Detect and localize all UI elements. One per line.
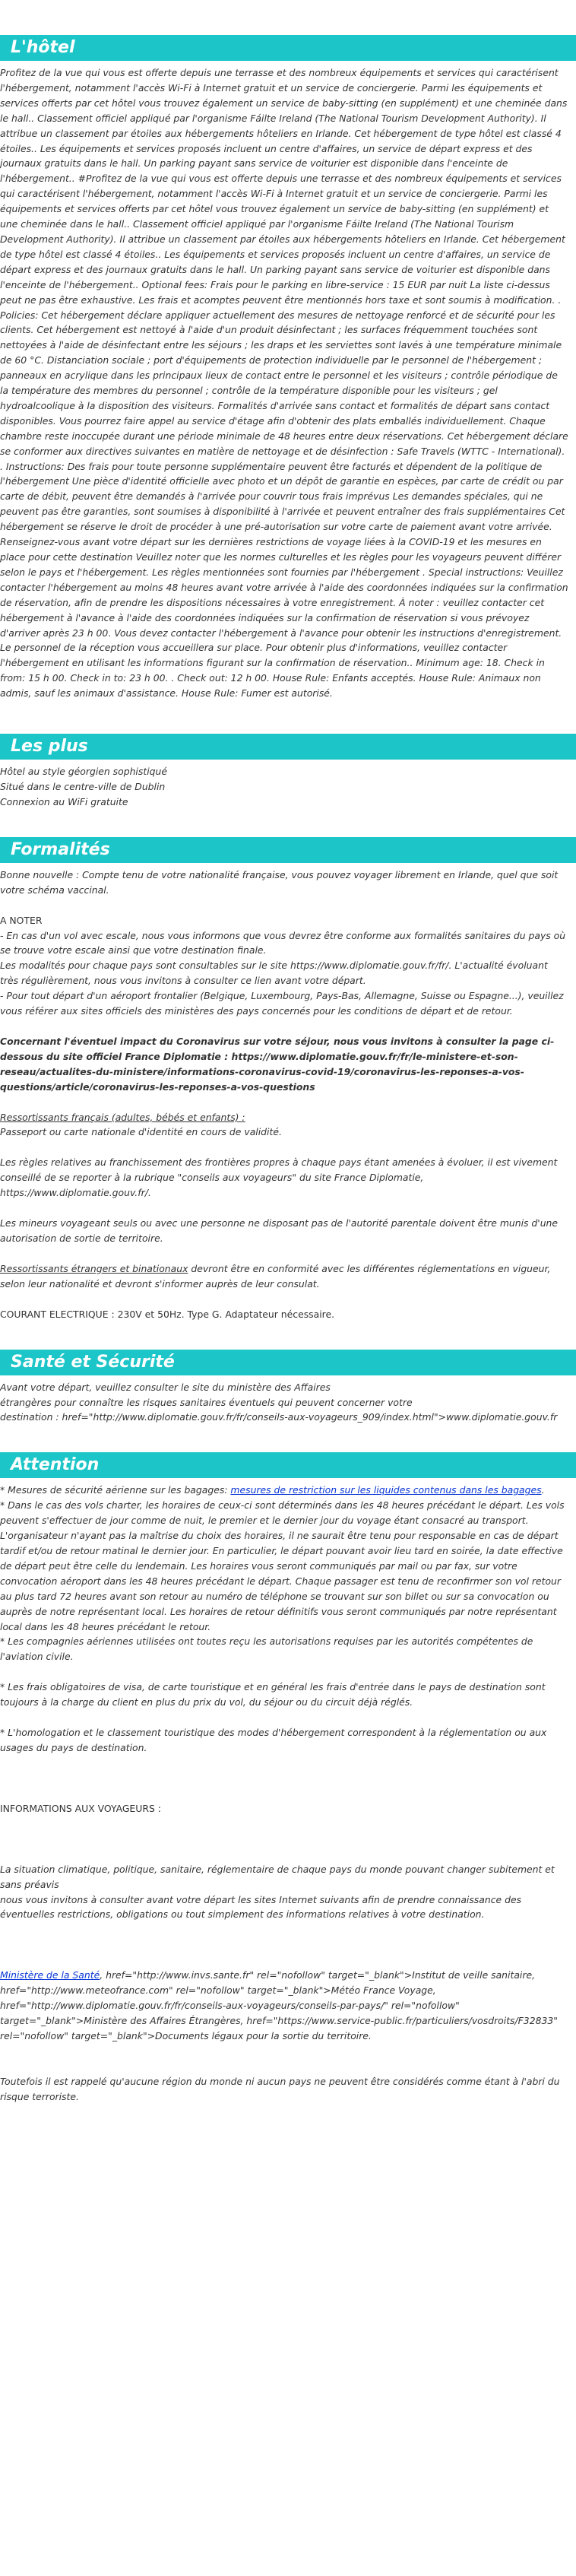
horaires-text: * Dans le cas des vols charter, les horaires de ceux-ci sont déterminés dans les 48 heures précédant le départ. Les vols peuvent s'effectuer de jour comme de nuit, le premier et le dernier jour du voyage étant consacré au transport. L'organisateur n'ayant pas la maîtrise du choix des horaires, il ne saurait être tenu pour responsable en cas de départ tardif et/ou de retour matinal le dernier jour. En particulier, le départ pouvant avoir lieu tard en soirée, la date effective de départ peut être celle du lendemain. Les horaires vous seront communiqués par mail ou par fax, sur votre convocation aéroport dans les 48 heures précédant le départ. Chaque passager est tenu de reconfirmer son vol retour au plus tard 72 heures avant son retour au numéro de téléphone se trouvant sur son billet ou sur sa convocation ou auprès de notre représentant local. Les horaires de retour définitifs vous seront communiqués par notre représentant local dans les 48 heures précédant le retour. <box>0 1499 565 1632</box>
frais-text: * Les frais obligatoires de visa, de carte touristique et en général les frais d'entrée dans le pays de destination sont toujours à la charge du client en plus du prix du vol, du séjour ou du circuit déjà réglés. <box>0 1681 546 1708</box>
list-item: Situé dans le centre-ville de Dublin <box>0 780 166 792</box>
situation-text: La situation climatique, politique, sanitaire, réglementaire de chaque pays du monde pouvant changer subitement et sans préavis <box>0 1863 555 1890</box>
page <box>0 35 576 2105</box>
binationaux-label: Ressortissants étrangers et binationaux <box>0 1262 188 1274</box>
section-title-hotel: L'hôtel <box>0 35 576 61</box>
list-item: Connexion au WiFi gratuite <box>0 795 128 807</box>
section-title-sante: Santé et Sécurité <box>0 1350 576 1375</box>
a-noter-label: A NOTER <box>0 914 43 926</box>
sante-line: Avant votre départ, veuillez consulter le site du ministère des Affaires <box>0 1381 331 1393</box>
homologation-text: * L'homologation et le classement touristique des modes d'hébergement correspondent à la réglementation ou aux usages du pays de destination. <box>0 1727 547 1753</box>
sante-line: destination : href="http://www.diplomatie.gouv.fr/fr/conseils-aux-voyageurs_909/index.html">www.diplomatie.gouv.fr <box>0 1411 558 1423</box>
formalites-intro: Bonne nouvelle : Compte tenu de votre nationalité française, vous pouvez voyager librement en Irlande, quel que soit votre schéma vaccinal. <box>0 868 559 896</box>
terrorisme-text: Toutefois il est rappelé qu'aucune région du monde ni aucun pays ne peuvent être considérés comme étant à l'abri du risque terroriste. <box>0 2075 560 2102</box>
modalites-text: Les modalités pour chaque pays sont consultables sur le site https://www.diplomatie.gouv.fr/fr/. L'actualité évoluant très régulièrement, nous vous invitons à consulter ce lien avant votre départ. <box>0 960 548 987</box>
plus-list <box>0 764 576 810</box>
infos-voyageurs-label: INFORMATIONS AUX VOYAGEURS : <box>0 1802 161 1814</box>
mineurs-text: Les mineurs voyageant seuls ou avec une personne ne disposant pas de l'autorité parentale doivent être munis d'une autorisation de sortie de territoire. <box>0 1217 559 1244</box>
binationaux-paragraph <box>0 1261 568 1292</box>
list-item: Hôtel au style géorgien sophistiqué <box>0 766 167 778</box>
regles-text: Les règles relatives au franchissement des frontières propres à chaque pays étant amenées à évoluer, il est vivement conseillé de se reporter à la rubrique "conseils aux voyageurs" du site France Diplomatie, https://www.diplomatie.gouv.fr/. <box>0 1156 558 1199</box>
liens-text: , href="http://www.invs.sante.fr" rel="nofollow" target="_blank">Institut de veille sanitaire, href="http://www.meteofrance.com" rel="nofollow" target="_blank">Météo France Voyage, href="http://www.diplomatie.gouv.fr/fr/conseils-aux-voyageurs/conseils-par-pays/" rel="nofollow" target="_blank">Ministère des Affaires Étrangères, href="https://www.service-public.fr/particuliers/vosdroits/F32833" rel="nofollow" target="_blank">Documents légaux pour la sortie du territoire. <box>0 1969 558 2041</box>
compagnies-text: * Les compagnies aériennes utilisées ont toutes reçu les autorisations requises par les autorités compétentes de l'aviation civile. <box>0 1635 533 1663</box>
passeport-text: Passeport ou carte nationale d'identité en cours de validité. <box>0 1126 282 1138</box>
hotel-description: Profitez de la vue qui vous est offerte depuis une terrasse et des nombreux équipements et services qui caractérisent l'hébergement, notamment l'accès Wi-Fi à Internet gratuit et un service de conciergerie. Parmi les équipements et services offerts par cet hôtel vous trouvez également un service de baby-sitting (en supplément) et une cheminée dans le hall.. Classement officiel appliqué par l'organisme Fáilte Ireland (The National Tourism Development Authority). Il attribue un classement par étoiles aux hébergements hôteliers en Irlande. Cet hébergement de type hôtel est classé 4 étoiles.. Les équipements et services proposés incluent un centre d'affaires, un service de départ express et des journaux gratuits dans le hall. Un parking payant sans service de voiturier est disponible dans l'enceinte de l'hébergement.. #Profitez de la vue qui vous est offerte depuis une terrasse et des nombreux équipements et services qui caractérisent l'hébergement, notamment l'accès Wi-Fi à Internet gratuit et un service de conciergerie. Parmi les équipements et services offerts par cet hôtel vous trouvez également un service de baby-sitting (en supplément) et une cheminée dans le hall.. Classement officiel appliqué par l'organisme Fáilte Ireland (The National Tourism Development Authority). Il attribue un classement par étoiles aux hébergements hôteliers en Irlande. Cet hébergement de type hôtel est classé 4 étoiles.. Les équipements et services proposés incluent un centre d'affaires, un service de départ express et des journaux gratuits dans le hall. Un parking payant sans service de voiturier est disponible dans l'enceinte de l'hébergement.. Optional fees: Frais pour le parking en libre-service : 15 EUR par nuit La liste ci-dessus peut ne pas être exhaustive. Les frais et acomptes peuvent être mentionnés hors taxe et sont soumis à modification. . Policies: Cet hébergement déclare appliquer actuellement des mesures de nettoyage renforcé et de sécurité pour les clients. Cet hébergement est nettoyé à l'aide d'un produit désinfectant ; les surfaces fréquemment touchées sont nettoyées à l'aide de désinfectant entre les séjours ; les draps et les serviettes sont lavés à une température minimale de 60 °C. Distanciation sociale ; port d'équipements de protection individuelle par le personnel de l'hébergement ; panneaux en acrylique dans les principaux lieux de contact entre le personnel et les visiteurs ; contrôle périodique de la température des membres du personnel ; contrôle de la température disponible pour les visiteurs ; gel hydroalcoolique à la disposition des visiteurs. Formalités d'arrivée sans contact et formalités de départ sans contact disponibles. Vous pourrez faire appel au service d'étage afin d'obtenir des plats emballés individuellement. Chaque chambre reste inoccupée durant une période minimale de 48 heures entre deux réservations. Cet hébergement déclare se conformer aux directives suivantes en matière de nettoyage et de désinfection : Safe Travels (WTTC - International). . Instructions: Des frais pour toute personne supplémentaire peuvent être facturés et dépendent de la politique de l'hébergement Une pièce d'identité officielle avec photo et un dépôt de garantie en espèces, par carte de crédit ou par carte de débit, peuvent être demandés à l'arrivée pour couvrir tous frais imprévus Les demandes spéciales, qui ne peuvent pas être garanties, sont soumises à disponibilité à l'arrivée et peuvent entraîner des frais supplémentaires Cet hébergement se réserve le droit de procéder à une pré-autorisation sur votre carte de paiement avant votre arrivée. Renseignez-vous avant votre départ sur les dernières restrictions de voyage liées à la COVID-19 et les mesures en place pour cette destination Veuillez noter que les normes culturelles et les règles pour les voyageurs peuvent différer selon le pays et l'hébergement. Les règles mentionnées sont fournies par l'hébergement . Special instructions: Veuillez contacter l'hébergement au moins 48 heures avant votre arrivée à l'aide des coordonnées indiquées sur la confirmation de réservation, afin de prendre les dispositions nécessaires à votre enregistrement. À noter : veuillez contacter cet hébergement à l'avance à l'aide des coordonnées indiquées sur la confirmation de réservation si vous prévoyez d'arriver après 23 h 00. Vous devez contacter l'hébergement à l'avance pour obtenir les instructions d'enregistrement. Le personnel de la réception vous accueillera sur place. Pour obtenir plus d'informations, veuillez contacter l'hébergement en utilisant les informations figurant sur la confirmation de réservation.. Minimum age: 18. Check in from: 15 h 00. Check in to: 23 h 00. . Check out: 12 h 00. House Rule: Enfants acceptés. House Rule: Animaux non admis, sauf les animaux d'assistance. House Rule: Fumer est autorisé. <box>0 67 568 700</box>
binationaux-text: devront être en conformité avec les différentes réglementations en vigueur, selon leur nationalité et devront s'informer auprès de leur consulat. <box>0 1262 551 1290</box>
coronavirus-notice: Concernant l'éventuel impact du Coronavirus sur votre séjour, nous vous invitons à consulter la page ci-dessous du site officiel France Diplomatie : https://www.diplomatie.gouv.fr/fr/le-ministere-et-son-reseau/actualites-du-ministere/informations-coronavirus-covid-19/coronavirus-les-reponses-a-vos-questions/article/coronavirus-les-reponses-a-vos-questions <box>0 1035 555 1093</box>
courant-text: COURANT ELECTRIQUE : 230V et 50Hz. Type G. Adaptateur nécessaire. <box>0 1308 335 1320</box>
section-title-formalites: Formalités <box>0 837 576 863</box>
bagages-suffix: . <box>541 1484 545 1496</box>
attention-content <box>0 1483 576 2104</box>
escale-text: - En cas d'un vol avec escale, nous vous informons que vous devrez être conforme aux formalités sanitaires du pays où se trouve votre escale ainsi que votre destination finale. <box>0 929 566 956</box>
bagages-prefix: * Mesures de sécurité aérienne sur les bagages: <box>0 1484 231 1496</box>
liens-paragraph <box>0 1968 568 2044</box>
ressortissants-label: Ressortissants français (adultes, bébés et enfants) : <box>0 1111 245 1123</box>
section-title-plus: Les plus <box>0 734 576 760</box>
bagages-paragraph <box>0 1483 568 1498</box>
section-title-attention: Attention <box>0 1452 576 1478</box>
depart-etranger-text: - Pour tout départ d'un aéroport frontalier (Belgique, Luxembourg, Pays-Bas, Allemagne, Suisse ou Espagne...), veuillez vous référer aux sites officiels des ministères des pays concernés pour les conditions de départ et de retour. <box>0 990 564 1017</box>
sante-content <box>0 1380 576 1426</box>
situation-text: nous vous invitons à consulter avant votre départ les sites Internet suivants afin de prendre connaissance des éventuelles restrictions, obligations ou tout simplement des informations relatives à votre destination. <box>0 1893 522 1921</box>
sante-line: étrangères pour connaître les risques sanitaires éventuels qui peuvent concerner votre <box>0 1396 413 1408</box>
ministere-sante-link[interactable]: Ministère de la Santé <box>0 1969 100 1981</box>
formalites-content <box>0 868 576 1322</box>
bagages-restriction-link[interactable]: mesures de restriction sur les liquides contenus dans les bagages <box>230 1484 542 1496</box>
